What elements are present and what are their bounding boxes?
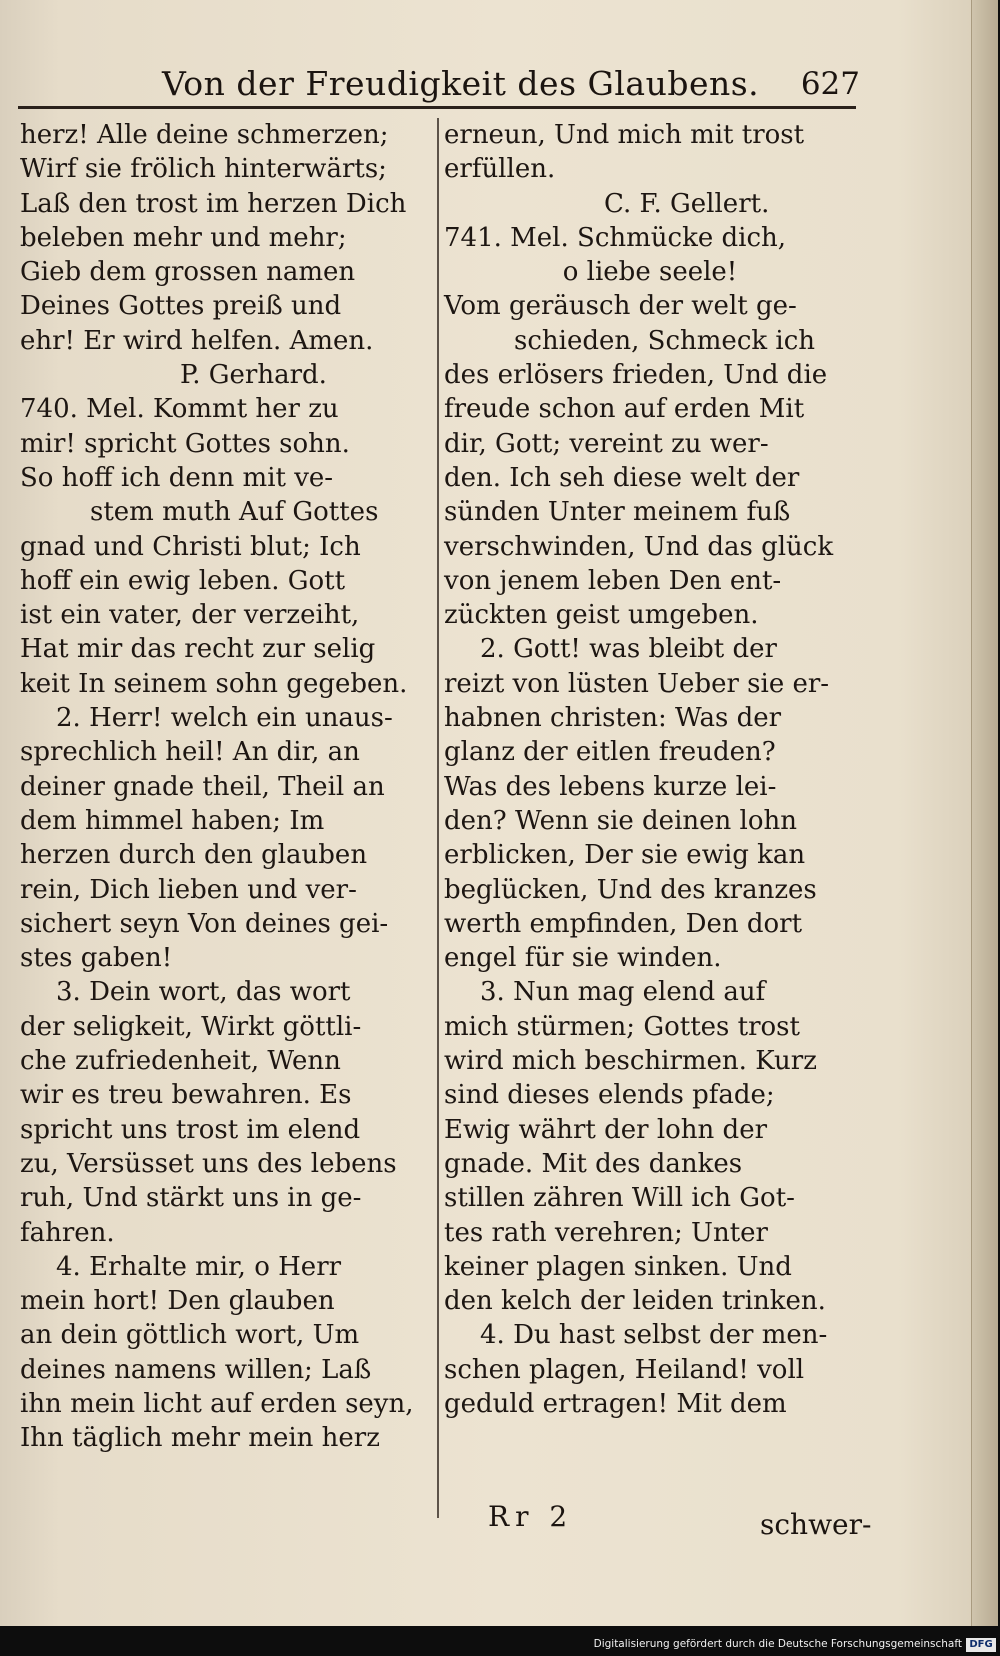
- text-line: schen plagen, Heiland! voll: [444, 1354, 805, 1385]
- verse-start: 3. Dein wort, das wort: [56, 977, 351, 1008]
- text-line: erneun, Und mich mit trost: [444, 120, 805, 150]
- text-line: beleben mehr und mehr;: [20, 222, 347, 253]
- text-line: Was des lebens kurze lei-: [444, 771, 777, 802]
- text-line: stillen zähren Will ich Got-: [444, 1183, 795, 1214]
- text-line: Ihn täglich mehr mein herz: [20, 1423, 380, 1454]
- text-line: den? Wenn sie deinen lohn: [444, 805, 797, 836]
- verse-start: 4. Du hast selbst der men-: [480, 1320, 828, 1351]
- text-line: zu, Versüsset uns des lebens: [20, 1148, 397, 1179]
- signature-mark: Rr 2: [488, 1500, 574, 1533]
- text-line: keiner plagen sinken. Und: [444, 1251, 792, 1282]
- text-line: herzen durch den glauben: [20, 840, 368, 871]
- text-line: Wirf sie frölich hinterwärts;: [20, 154, 387, 185]
- text-line: freude schon auf erden Mit: [444, 394, 805, 425]
- text-line: von jenem leben Den ent-: [444, 565, 782, 596]
- page-header: [150, 58, 860, 108]
- text-line: tes rath verehren; Unter: [444, 1217, 768, 1248]
- text-line: rein, Dich lieben und ver-: [20, 874, 357, 905]
- hymn-heading: 741. Mel. Schmücke dich,: [444, 222, 787, 253]
- text-line: gnade. Mit des dankes: [444, 1148, 743, 1179]
- text-line: verschwinden, Und das glück: [444, 531, 834, 562]
- text-line: keit In seinem sohn gegeben.: [20, 668, 408, 699]
- text-line: sünden Unter meinem fuß: [444, 497, 791, 528]
- verse-start: 4. Erhalte mir, o Herr: [56, 1251, 342, 1282]
- text-line: dem himmel haben; Im: [20, 805, 325, 836]
- text-line: mein hort! Den glauben: [20, 1286, 335, 1317]
- running-head: Von der Freudigkeit des Glaubens.: [162, 64, 760, 103]
- text-line: fahren.: [20, 1217, 115, 1248]
- verse-start: 3. Nun mag elend auf: [480, 977, 766, 1008]
- column-divider: [437, 118, 439, 1518]
- text-line: herz! Alle deine schmerzen;: [20, 120, 389, 150]
- text-line: mich stürmen; Gottes trost: [444, 1011, 800, 1042]
- hymn-heading: 740. Mel. Kommt her zu: [20, 394, 339, 425]
- hymn-heading: o liebe seele!: [562, 257, 738, 288]
- digitization-credit: Digitalisierung gefördert durch die Deutsche Forschungsgemeinschaft: [593, 1638, 962, 1650]
- text-line: sind dieses elends pfade;: [444, 1080, 775, 1111]
- text-line: des erlösers frieden, Und die: [444, 360, 828, 391]
- text-line: wir es treu bewahren. Es: [20, 1080, 352, 1111]
- text-line: der seligkeit, Wirkt göttli-: [20, 1011, 362, 1042]
- text-line: deines namens willen; Laß: [20, 1354, 372, 1385]
- page-number: 627: [800, 66, 860, 102]
- text-line: erblicken, Der sie ewig kan: [444, 840, 806, 871]
- text-line: sichert seyn Von deines gei-: [20, 908, 389, 939]
- text-line: Deines Gottes preiß und: [20, 291, 342, 322]
- text-line: erfüllen.: [444, 154, 556, 185]
- text-line: engel für sie winden.: [444, 943, 722, 974]
- page-edge: [971, 0, 998, 1626]
- text-line: an dein göttlich wort, Um: [20, 1320, 360, 1351]
- text-line: ist ein vater, der verzeiht,: [20, 600, 360, 631]
- verse-start: 2. Herr! welch ein unaus-: [56, 703, 393, 734]
- left-column: [20, 118, 432, 1456]
- text-line: schieden, Schmeck ich: [514, 325, 816, 356]
- header-rule: [18, 106, 856, 109]
- text-line: ehr! Er wird helfen. Amen.: [20, 325, 374, 356]
- text-line: den. Ich seh diese welt der: [444, 462, 800, 493]
- text-line: So hoff ich denn mit ve-: [20, 462, 334, 493]
- hymn-heading: mir! spricht Gottes sohn.: [20, 428, 350, 459]
- author-signature: C. F. Gellert.: [604, 188, 770, 219]
- text-line: stes gaben!: [20, 943, 173, 974]
- text-line: glanz der eitlen freuden?: [444, 737, 776, 768]
- author-signature: P. Gerhard.: [180, 360, 327, 391]
- catchword: schwer-: [760, 1508, 872, 1541]
- verse-start: 2. Gott! was bleibt der: [480, 634, 777, 665]
- text-line: che zufriedenheit, Wenn: [20, 1046, 341, 1077]
- text-line: werth empfinden, Den dort: [444, 908, 803, 939]
- text-line: sprechlich heil! An dir, an: [20, 737, 360, 768]
- text-line: Laß den trost im herzen Dich: [20, 188, 407, 219]
- text-line: habnen christen: Was der: [444, 703, 782, 734]
- text-line: beglücken, Und des kranzes: [444, 874, 817, 905]
- text-line: zückten geist umgeben.: [444, 600, 759, 631]
- text-line: gnad und Christi blut; Ich: [20, 531, 361, 562]
- text-line: stem muth Auf Gottes: [90, 497, 379, 528]
- text-line: Hat mir das recht zur selig: [20, 634, 376, 665]
- text-line: dir, Gott; vereint zu wer-: [444, 428, 769, 459]
- text-line: geduld ertragen! Mit dem: [444, 1388, 787, 1419]
- text-line: hoff ein ewig leben. Gott: [20, 565, 346, 596]
- text-line: Ewig währt der lohn der: [444, 1114, 768, 1145]
- text-line: Gieb dem grossen namen: [20, 257, 356, 288]
- dfg-logo: DFG: [966, 1638, 996, 1652]
- text-line: den kelch der leiden trinken.: [444, 1286, 826, 1317]
- text-line: reizt von lüsten Ueber sie er-: [444, 668, 830, 699]
- right-column: [444, 118, 856, 1421]
- text-line: ihn mein licht auf erden seyn,: [20, 1388, 414, 1419]
- text-line: Vom geräusch der welt ge-: [444, 291, 797, 322]
- text-line: ruh, Und stärkt uns in ge-: [20, 1183, 362, 1214]
- text-line: wird mich beschirmen. Kurz: [444, 1046, 817, 1077]
- text-line: spricht uns trost im elend: [20, 1114, 361, 1145]
- text-line: deiner gnade theil, Theil an: [20, 771, 385, 802]
